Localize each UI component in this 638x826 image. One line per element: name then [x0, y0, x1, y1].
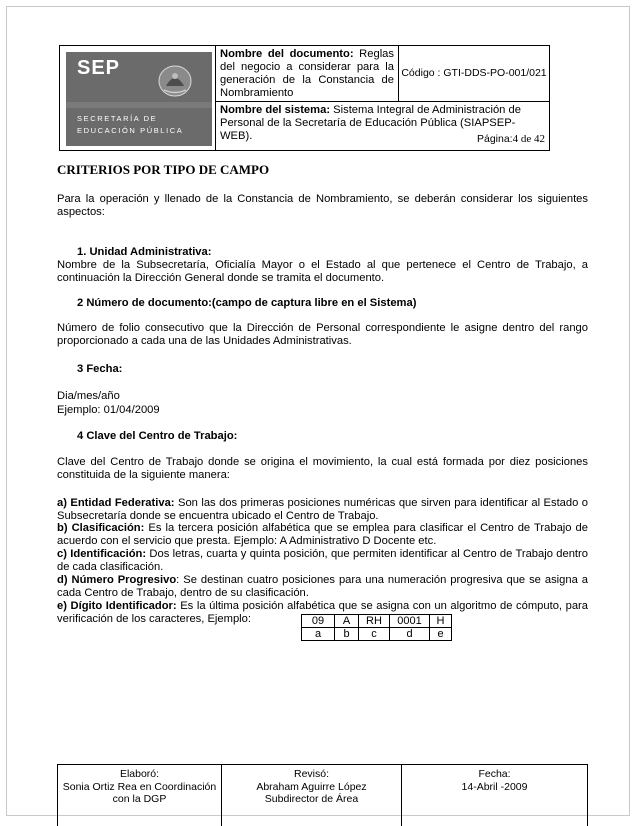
- system-name-value: Sistema Integral de Administración de Personal de la Secretaría de Educación Pública (SIAPSEP-WEB).: [220, 104, 521, 142]
- item-c: [57, 548, 588, 574]
- document-code-cell: [399, 46, 549, 102]
- example-cell: A: [335, 615, 359, 628]
- section-1-text: Nombre de la Subsecretaría, Oficialía Mayor o el Estado al que pertenece el Centro de Trabajo, a continuación la Dirección General donde se tramita el documento.: [57, 259, 588, 285]
- document-code: Código : GTI-DDS-PO-001/021: [401, 67, 547, 79]
- page-of: de: [518, 133, 534, 145]
- section-title: CRITERIOS POR TIPO DE CAMPO: [57, 162, 270, 177]
- example-letter-row: [302, 628, 452, 641]
- item-b-text: Es la tercera posición alfabética que se emplea para clasificar el Centro de Trabajo de acuerdo con el servicio que presta. Ejemplo: A Administrativo D Docente etc.: [57, 522, 588, 548]
- elaboro-name: Sonia Ortiz Rea en Coordinación con la DGP: [62, 780, 217, 805]
- elaboro-label: Elaboró:: [119, 768, 160, 780]
- system-name-cell: [216, 102, 549, 150]
- example-cell: e: [430, 628, 452, 641]
- document-name-cell: [216, 46, 399, 102]
- fecha-value: 14-Abril -2009: [461, 780, 528, 793]
- item-e-label: e) Dígito Identificador:: [57, 600, 177, 612]
- example-cell: 09: [302, 615, 335, 628]
- reviso-label: Revisó:: [293, 768, 329, 780]
- section-1-heading: 1. Unidad Administrativa:: [77, 246, 212, 258]
- page-number: [477, 133, 545, 146]
- item-a-text: Son las dos primeras posiciones numéricas que sirven para identificar al Estado o Subsecretaría donde se encuentra ubicado el Centro de Trabajo.: [57, 497, 589, 523]
- eagle-seal-icon: [154, 64, 196, 98]
- item-a-label: a) Entidad Federativa:: [57, 497, 175, 509]
- item-c-label: c) Identificación:: [57, 548, 147, 560]
- sep-logo: [66, 52, 212, 146]
- section-3-heading: 3 Fecha:: [77, 363, 123, 375]
- section-4-text: Clave del Centro de Trabajo donde se origina el movimiento, la cual está formada por diez posiciones constituida de la siguiente manera:: [57, 456, 588, 482]
- item-a: [57, 497, 588, 523]
- page-current: 4: [512, 133, 519, 145]
- approval-footer: [57, 764, 588, 826]
- item-d: [57, 574, 588, 600]
- section-3-format: Dia/mes/año: [57, 390, 120, 402]
- example-cell: H: [430, 615, 452, 628]
- reviso-cell: [221, 765, 401, 826]
- intro-paragraph: Para la operación y llenado de la Constancia de Nombramiento, se deberán considerar los siguientes aspectos:: [57, 193, 588, 219]
- item-c-text: Dos letras, cuarta y quinta posición, que permiten identificar al Centro de Trabajo dentro de cada clasificación.: [57, 548, 588, 574]
- item-d-label: d) Número Progresivo: [57, 574, 177, 586]
- logo-line-1: SECRETARÍA DE: [77, 114, 158, 123]
- section-3-example: Ejemplo: 01/04/2009: [57, 404, 160, 416]
- example-cell: 0001: [390, 615, 430, 628]
- fecha-cell: [401, 765, 587, 826]
- example-cell: a: [302, 628, 335, 641]
- logo-brand: SEP: [77, 57, 121, 79]
- document-header: [59, 45, 550, 151]
- example-cell: RH: [359, 615, 390, 628]
- logo-cell: [60, 46, 216, 150]
- logo-divider: [66, 102, 212, 108]
- system-name-label: Nombre del sistema:: [220, 104, 331, 116]
- logo-line-2: EDUCACIÓN PÚBLICA: [77, 126, 184, 135]
- example-cell: b: [335, 628, 359, 641]
- item-b: [57, 522, 588, 548]
- document-name-label: Nombre del documento:: [220, 48, 354, 60]
- reviso-role: Subdirector de Área: [264, 793, 359, 805]
- elaboro-cell: [58, 765, 221, 826]
- example-code-row: [302, 615, 452, 628]
- page-total: 42: [534, 133, 545, 145]
- section-2-heading: 2 Número de documento:(campo de captura libre en el Sistema): [77, 297, 417, 309]
- reviso-name: Abraham Aguirre López: [256, 780, 367, 793]
- item-d-text: : Se destinan cuatro posiciones para una numeración progresiva que se asigna a cada Centro de Trabajo, dentro de su clasificación.: [57, 574, 588, 600]
- fecha-label: Fecha:: [478, 768, 511, 780]
- section-4-heading: 4 Clave del Centro de Trabajo:: [77, 430, 238, 442]
- document-name-value: Reglas del negocio a considerar para la generación de la Constancia de Nombramiento: [220, 48, 394, 99]
- item-b-label: b) Clasificación:: [57, 522, 145, 534]
- example-cell: c: [359, 628, 390, 641]
- page-label: Página:: [476, 133, 513, 145]
- example-cell: d: [390, 628, 430, 641]
- section-2-text: Número de folio consecutivo que la Dirección de Personal correspondiente le asigne dentro del rango proporcionado a cada una de las Unidades Administrativas.: [57, 322, 588, 348]
- item-e-text: Es la última posición alfabética que se asigna con un algoritmo de cómputo, para verificación de los caracteres, Ejemplo:: [57, 600, 588, 626]
- ct-example-table: [301, 614, 452, 641]
